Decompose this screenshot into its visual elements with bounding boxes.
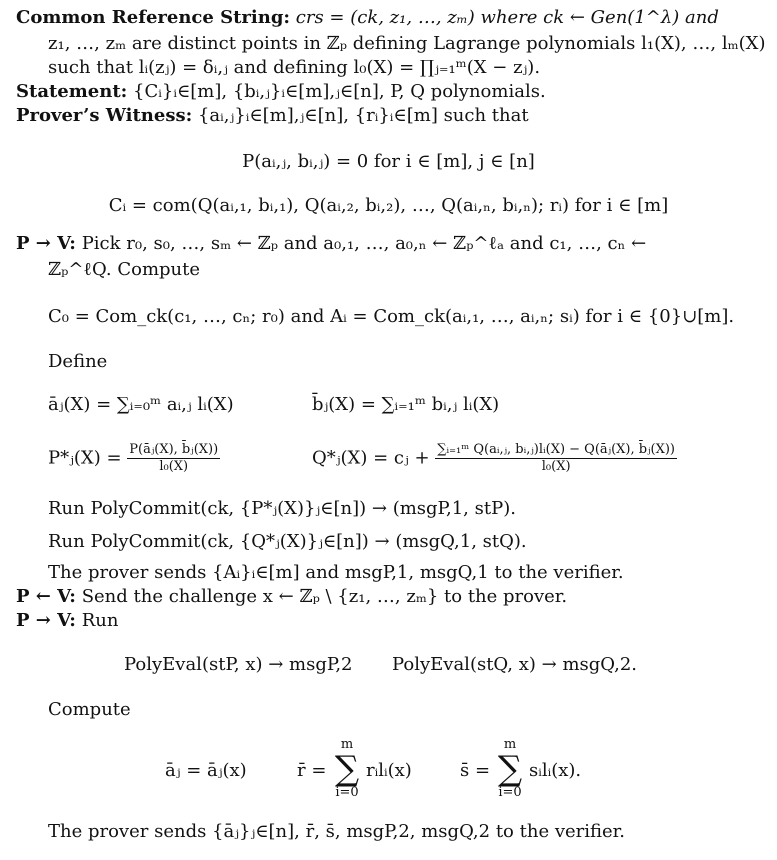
witness-text: {aᵢ,ⱼ}ᵢ∈[m],ⱼ∈[n], {rᵢ}ᵢ∈[m] such that [197, 105, 529, 126]
qstar-fraction [435, 442, 677, 475]
crs-definition: crs = (ck, z₁, …, zₘ) where ck ← Gen(1^λ) and [295, 7, 719, 28]
equation-commitment: Cᵢ = com(Q(aᵢ,₁, bᵢ,₁), Q(aᵢ,₂, bᵢ,₂), …, Q(aᵢ,ₙ, bᵢ,ₙ); rᵢ) for i ∈ [m] [108, 195, 669, 216]
crs-line-3: such that lᵢ(zⱼ) = δᵢ,ⱼ and defining l₀(X) = ∏ⱼ₌₁ᵐ(X − zⱼ). [48, 57, 541, 78]
rbar-sigma: ∑ [334, 749, 360, 789]
bbar-definition: b̄ⱼ(X) = ∑ᵢ₌₁ᵐ bᵢ,ⱼ lᵢ(X) [312, 394, 500, 415]
abar-definition: āⱼ(X) = ∑ᵢ₌₀ᵐ aᵢ,ⱼ lᵢ(X) [48, 394, 234, 415]
polyeval-p: PolyEval(stP, x) → msgP,2 [124, 654, 353, 675]
step1-line-2: ℤₚ^ℓQ. Compute [48, 259, 201, 280]
step1-line-1 [16, 232, 646, 256]
rbar-sum-upper: m [340, 737, 354, 752]
crs-line-1 [16, 6, 719, 30]
step2-line [16, 585, 567, 609]
sbar-sum-lower: i=0 [498, 785, 522, 800]
statement-line [16, 80, 546, 104]
statement-text: {Cᵢ}ᵢ∈[m], {bᵢ,ⱼ}ᵢ∈[m],ⱼ∈[n], P, Q polynomials. [133, 81, 546, 102]
commitment-equation: C₀ = Com_ck(c₁, …, cₙ; r₀) and Aᵢ = Com_ck(aᵢ,₁, …, aᵢ,ₙ; sᵢ) for i ∈ {0}∪[m]. [48, 306, 735, 327]
sbar-sigma: ∑ [497, 749, 523, 789]
sbar-sum-upper: m [503, 737, 517, 752]
pstar-definition [48, 442, 220, 475]
define-label: Define [48, 351, 108, 372]
equation-p-zero: P(aᵢ,ⱼ, bᵢ,ⱼ) = 0 for i ∈ [m], j ∈ [n] [242, 151, 535, 172]
compute-label: Compute [48, 699, 131, 720]
rbar-lhs: r̄ = [297, 760, 327, 781]
prover-sends-final: The prover sends {āⱼ}ⱼ∈[n], r̄, s̄, msgP,2, msgQ,2 to the verifier. [48, 821, 626, 842]
qstar-definition [312, 442, 677, 475]
qstar-numerator: ∑ᵢ₌₁ᵐ Q(aᵢ,ⱼ, bᵢ,ⱼ)lᵢ(X) − Q(āⱼ(X), b̄ⱼ(X)) [437, 442, 675, 457]
rbar-sum-lower: i=0 [335, 785, 359, 800]
pstar-denominator: l₀(X) [159, 459, 189, 474]
run-polycommit-p: Run PolyCommit(ck, {P*ⱼ(X)}ⱼ∈[n]) → (msgP,1, stP). [48, 498, 516, 519]
pstar-numerator: P(āⱼ(X), b̄ⱼ(X)) [129, 442, 219, 457]
prover-sends-commitments: The prover sends {Aᵢ}ᵢ∈[m] and msgP,1, msgQ,1 to the verifier. [48, 562, 624, 583]
step1-label: P → V: [16, 233, 76, 254]
step2-label: P ← V: [16, 586, 76, 607]
step1-pick-text: Pick r₀, s₀, …, sₘ ← ℤₚ and a₀,₁, …, a₀,ₙ ← ℤₚ^ℓₐ and c₁, …, cₙ ← [81, 233, 647, 254]
pstar-lhs: P*ⱼ(X) = [48, 447, 122, 469]
sbar-sum [493, 738, 527, 800]
witness-line [16, 104, 529, 128]
qstar-denominator: l₀(X) [541, 459, 571, 474]
step3-line [16, 609, 118, 633]
run-polycommit-q: Run PolyCommit(ck, {Q*ⱼ(X)}ⱼ∈[n]) → (msgQ,1, stQ). [48, 531, 527, 552]
sbar-lhs: s̄ = [460, 760, 491, 781]
crs-line-2: z₁, …, zₘ are distinct points in ℤₚ defining Lagrange polynomials l₁(X), …, lₘ(X) [48, 33, 766, 54]
rbar-rhs: rᵢlᵢ(x) [366, 760, 412, 781]
step3-label: P → V: [16, 610, 76, 631]
polyeval-q: PolyEval(stQ, x) → msgQ,2. [392, 654, 638, 675]
pstar-fraction [127, 442, 220, 475]
qstar-lhs: Q*ⱼ(X) = cⱼ + [312, 447, 430, 469]
abar-evaluation: āⱼ = āⱼ(x) [165, 760, 247, 781]
crs-label: Common Reference String: [16, 7, 291, 28]
rbar-sum [330, 738, 364, 800]
statement-label: Statement: [16, 81, 128, 102]
sbar-rhs: sᵢlᵢ(x). [529, 760, 582, 781]
witness-label: Prover’s Witness: [16, 105, 193, 126]
step3-run: Run [81, 610, 119, 631]
step2-text: Send the challenge x ← ℤₚ \ {z₁, …, zₘ} to the prover. [81, 586, 568, 607]
